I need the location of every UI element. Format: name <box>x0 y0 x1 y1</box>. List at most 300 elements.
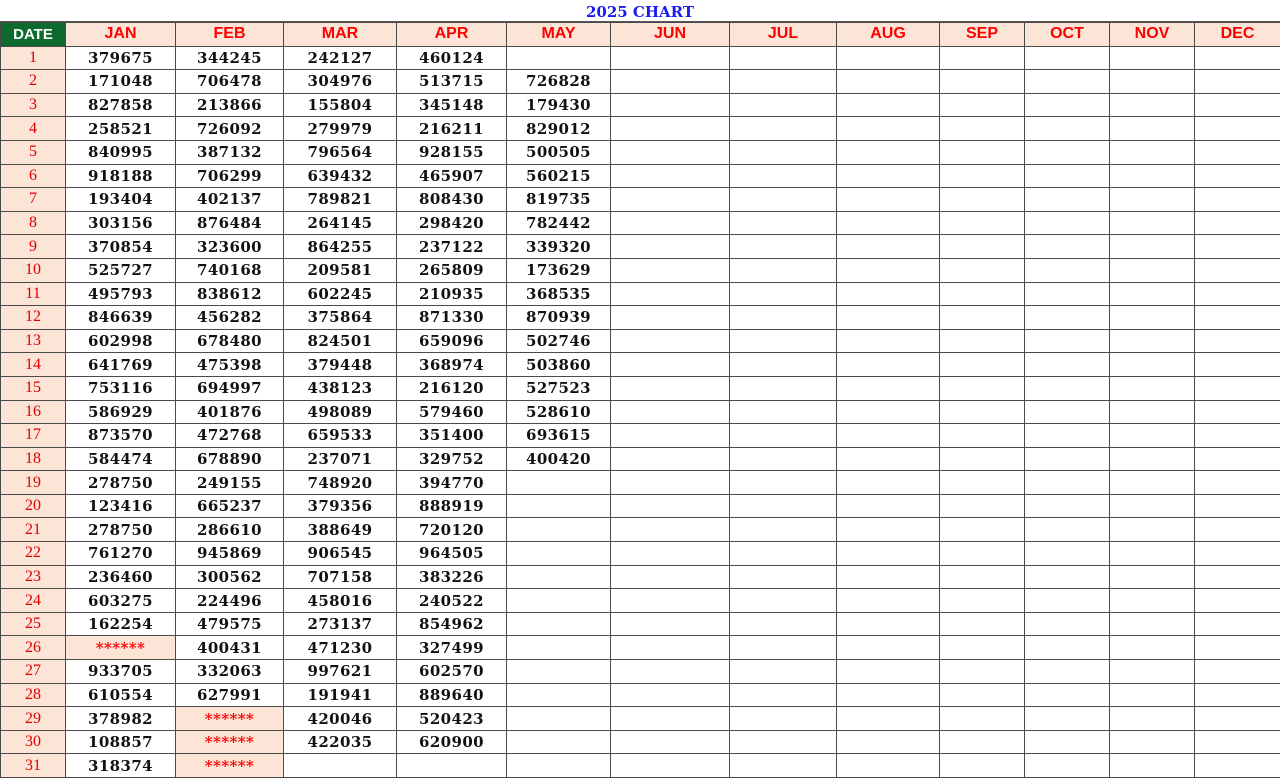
value-cell[interactable] <box>1110 70 1195 94</box>
value-cell[interactable]: 560215 <box>507 164 611 188</box>
value-cell[interactable] <box>837 329 940 353</box>
value-cell[interactable] <box>507 471 611 495</box>
value-cell[interactable]: 665237 <box>176 494 284 518</box>
value-cell[interactable]: 871330 <box>397 306 507 330</box>
value-cell[interactable]: ****** <box>176 707 284 731</box>
value-cell[interactable] <box>611 46 730 70</box>
value-cell[interactable]: 224496 <box>176 589 284 613</box>
value-cell[interactable] <box>1195 235 1280 259</box>
value-cell[interactable] <box>1025 636 1110 660</box>
value-cell[interactable] <box>1195 140 1280 164</box>
month-header-jul[interactable]: JUL <box>730 23 837 47</box>
value-cell[interactable]: 318374 <box>66 754 176 778</box>
date-cell[interactable]: 4 <box>1 117 66 141</box>
value-cell[interactable] <box>940 329 1025 353</box>
value-cell[interactable] <box>730 306 837 330</box>
value-cell[interactable]: 827858 <box>66 93 176 117</box>
value-cell[interactable] <box>730 353 837 377</box>
value-cell[interactable] <box>1110 683 1195 707</box>
value-cell[interactable] <box>940 447 1025 471</box>
value-cell[interactable] <box>730 707 837 731</box>
value-cell[interactable] <box>730 282 837 306</box>
value-cell[interactable]: 603275 <box>66 589 176 613</box>
value-cell[interactable]: 191941 <box>284 683 397 707</box>
value-cell[interactable]: 402137 <box>176 188 284 212</box>
value-cell[interactable]: 740168 <box>176 258 284 282</box>
value-cell[interactable] <box>940 258 1025 282</box>
value-cell[interactable]: 240522 <box>397 589 507 613</box>
value-cell[interactable]: 933705 <box>66 660 176 684</box>
value-cell[interactable] <box>837 660 940 684</box>
value-cell[interactable]: 610554 <box>66 683 176 707</box>
value-cell[interactable] <box>730 188 837 212</box>
value-cell[interactable] <box>1025 424 1110 448</box>
value-cell[interactable] <box>1025 518 1110 542</box>
value-cell[interactable]: 997621 <box>284 660 397 684</box>
value-cell[interactable] <box>730 235 837 259</box>
value-cell[interactable]: 888919 <box>397 494 507 518</box>
value-cell[interactable] <box>611 400 730 424</box>
value-cell[interactable]: 327499 <box>397 636 507 660</box>
value-cell[interactable] <box>1195 70 1280 94</box>
value-cell[interactable] <box>837 211 940 235</box>
value-cell[interactable] <box>1110 140 1195 164</box>
value-cell[interactable]: ****** <box>176 754 284 778</box>
value-cell[interactable] <box>940 589 1025 613</box>
value-cell[interactable]: 379675 <box>66 46 176 70</box>
value-cell[interactable]: 495793 <box>66 282 176 306</box>
date-cell[interactable]: 30 <box>1 730 66 754</box>
value-cell[interactable] <box>1195 471 1280 495</box>
value-cell[interactable]: 236460 <box>66 565 176 589</box>
value-cell[interactable]: 513715 <box>397 70 507 94</box>
date-cell[interactable]: 31 <box>1 754 66 778</box>
value-cell[interactable] <box>837 235 940 259</box>
value-cell[interactable]: 179430 <box>507 93 611 117</box>
value-cell[interactable] <box>940 93 1025 117</box>
value-cell[interactable] <box>940 235 1025 259</box>
value-cell[interactable] <box>837 447 940 471</box>
value-cell[interactable]: 216120 <box>397 376 507 400</box>
value-cell[interactable] <box>730 93 837 117</box>
value-cell[interactable] <box>1110 353 1195 377</box>
value-cell[interactable] <box>1025 660 1110 684</box>
value-cell[interactable] <box>1195 353 1280 377</box>
value-cell[interactable]: 249155 <box>176 471 284 495</box>
value-cell[interactable] <box>397 754 507 778</box>
value-cell[interactable] <box>1025 235 1110 259</box>
month-header-feb[interactable]: FEB <box>176 23 284 47</box>
value-cell[interactable]: 171048 <box>66 70 176 94</box>
value-cell[interactable]: 300562 <box>176 565 284 589</box>
value-cell[interactable]: 304976 <box>284 70 397 94</box>
value-cell[interactable] <box>611 306 730 330</box>
value-cell[interactable] <box>1025 306 1110 330</box>
value-cell[interactable] <box>611 117 730 141</box>
value-cell[interactable] <box>1195 565 1280 589</box>
value-cell[interactable] <box>730 471 837 495</box>
value-cell[interactable]: 602570 <box>397 660 507 684</box>
month-header-jan[interactable]: JAN <box>66 23 176 47</box>
value-cell[interactable]: 706478 <box>176 70 284 94</box>
value-cell[interactable] <box>730 117 837 141</box>
value-cell[interactable]: 693615 <box>507 424 611 448</box>
value-cell[interactable] <box>837 400 940 424</box>
value-cell[interactable] <box>1110 282 1195 306</box>
value-cell[interactable] <box>730 258 837 282</box>
date-cell[interactable]: 6 <box>1 164 66 188</box>
value-cell[interactable] <box>837 376 940 400</box>
value-cell[interactable] <box>1025 164 1110 188</box>
value-cell[interactable] <box>611 754 730 778</box>
value-cell[interactable] <box>940 518 1025 542</box>
value-cell[interactable] <box>940 660 1025 684</box>
value-cell[interactable]: 265809 <box>397 258 507 282</box>
value-cell[interactable] <box>837 424 940 448</box>
value-cell[interactable] <box>837 518 940 542</box>
value-cell[interactable] <box>730 376 837 400</box>
value-cell[interactable] <box>940 542 1025 566</box>
value-cell[interactable]: 502746 <box>507 329 611 353</box>
value-cell[interactable]: 298420 <box>397 211 507 235</box>
value-cell[interactable] <box>1195 376 1280 400</box>
value-cell[interactable]: 678890 <box>176 447 284 471</box>
value-cell[interactable] <box>1025 542 1110 566</box>
value-cell[interactable] <box>1025 754 1110 778</box>
value-cell[interactable]: 351400 <box>397 424 507 448</box>
value-cell[interactable] <box>1110 636 1195 660</box>
value-cell[interactable] <box>611 164 730 188</box>
value-cell[interactable] <box>611 447 730 471</box>
value-cell[interactable] <box>1195 211 1280 235</box>
value-cell[interactable] <box>1195 518 1280 542</box>
value-cell[interactable] <box>940 282 1025 306</box>
value-cell[interactable]: 379448 <box>284 353 397 377</box>
value-cell[interactable] <box>940 70 1025 94</box>
value-cell[interactable]: 602245 <box>284 282 397 306</box>
value-cell[interactable] <box>611 376 730 400</box>
value-cell[interactable] <box>507 660 611 684</box>
value-cell[interactable] <box>730 565 837 589</box>
value-cell[interactable] <box>730 400 837 424</box>
value-cell[interactable] <box>507 683 611 707</box>
value-cell[interactable] <box>837 707 940 731</box>
value-cell[interactable] <box>611 730 730 754</box>
value-cell[interactable] <box>730 518 837 542</box>
value-cell[interactable] <box>940 306 1025 330</box>
value-cell[interactable] <box>1110 707 1195 731</box>
value-cell[interactable] <box>611 494 730 518</box>
value-cell[interactable] <box>940 164 1025 188</box>
value-cell[interactable] <box>837 282 940 306</box>
value-cell[interactable] <box>1195 660 1280 684</box>
value-cell[interactable]: 726092 <box>176 117 284 141</box>
value-cell[interactable]: 527523 <box>507 376 611 400</box>
value-cell[interactable] <box>1195 447 1280 471</box>
value-cell[interactable] <box>1195 46 1280 70</box>
value-cell[interactable] <box>837 589 940 613</box>
value-cell[interactable] <box>1110 164 1195 188</box>
value-cell[interactable]: 819735 <box>507 188 611 212</box>
value-cell[interactable] <box>940 211 1025 235</box>
value-cell[interactable] <box>730 683 837 707</box>
value-cell[interactable] <box>730 730 837 754</box>
value-cell[interactable] <box>1195 400 1280 424</box>
value-cell[interactable] <box>611 258 730 282</box>
value-cell[interactable] <box>1110 376 1195 400</box>
value-cell[interactable] <box>1195 589 1280 613</box>
value-cell[interactable]: 525727 <box>66 258 176 282</box>
value-cell[interactable] <box>837 117 940 141</box>
value-cell[interactable] <box>611 235 730 259</box>
date-cell[interactable]: 15 <box>1 376 66 400</box>
value-cell[interactable]: 258521 <box>66 117 176 141</box>
value-cell[interactable] <box>837 494 940 518</box>
value-cell[interactable] <box>611 683 730 707</box>
date-cell[interactable]: 19 <box>1 471 66 495</box>
value-cell[interactable]: 945869 <box>176 542 284 566</box>
value-cell[interactable] <box>1110 518 1195 542</box>
date-cell[interactable]: 21 <box>1 518 66 542</box>
value-cell[interactable] <box>611 565 730 589</box>
value-cell[interactable] <box>1195 258 1280 282</box>
value-cell[interactable] <box>1025 46 1110 70</box>
date-cell[interactable]: 20 <box>1 494 66 518</box>
value-cell[interactable]: 840995 <box>66 140 176 164</box>
value-cell[interactable] <box>1110 235 1195 259</box>
value-cell[interactable]: 479575 <box>176 612 284 636</box>
value-cell[interactable] <box>1195 93 1280 117</box>
value-cell[interactable] <box>1195 707 1280 731</box>
value-cell[interactable] <box>507 518 611 542</box>
value-cell[interactable]: 870939 <box>507 306 611 330</box>
date-cell[interactable]: 8 <box>1 211 66 235</box>
value-cell[interactable]: 323600 <box>176 235 284 259</box>
value-cell[interactable]: 500505 <box>507 140 611 164</box>
value-cell[interactable] <box>1110 542 1195 566</box>
value-cell[interactable] <box>1110 754 1195 778</box>
value-cell[interactable]: 753116 <box>66 376 176 400</box>
value-cell[interactable] <box>1195 329 1280 353</box>
value-cell[interactable]: 400431 <box>176 636 284 660</box>
value-cell[interactable]: 706299 <box>176 164 284 188</box>
date-cell[interactable]: 12 <box>1 306 66 330</box>
value-cell[interactable] <box>611 707 730 731</box>
value-cell[interactable] <box>837 754 940 778</box>
value-cell[interactable] <box>837 730 940 754</box>
value-cell[interactable]: 368535 <box>507 282 611 306</box>
value-cell[interactable] <box>730 70 837 94</box>
value-cell[interactable] <box>1195 117 1280 141</box>
value-cell[interactable] <box>611 93 730 117</box>
value-cell[interactable] <box>611 589 730 613</box>
value-cell[interactable]: 761270 <box>66 542 176 566</box>
value-cell[interactable]: 782442 <box>507 211 611 235</box>
value-cell[interactable]: 584474 <box>66 447 176 471</box>
value-cell[interactable] <box>1110 117 1195 141</box>
value-cell[interactable] <box>611 282 730 306</box>
date-cell[interactable]: 29 <box>1 707 66 731</box>
date-cell[interactable]: 9 <box>1 235 66 259</box>
value-cell[interactable] <box>1025 447 1110 471</box>
value-cell[interactable] <box>611 188 730 212</box>
value-cell[interactable]: 329752 <box>397 447 507 471</box>
date-cell[interactable]: 24 <box>1 589 66 613</box>
value-cell[interactable]: 520423 <box>397 707 507 731</box>
value-cell[interactable]: 375864 <box>284 306 397 330</box>
value-cell[interactable]: 720120 <box>397 518 507 542</box>
value-cell[interactable] <box>611 518 730 542</box>
date-cell[interactable]: 25 <box>1 612 66 636</box>
value-cell[interactable] <box>730 589 837 613</box>
value-cell[interactable] <box>1110 565 1195 589</box>
value-cell[interactable]: 332063 <box>176 660 284 684</box>
date-cell[interactable]: 26 <box>1 636 66 660</box>
value-cell[interactable] <box>507 46 611 70</box>
value-cell[interactable] <box>507 542 611 566</box>
value-cell[interactable]: 438123 <box>284 376 397 400</box>
value-cell[interactable]: 465907 <box>397 164 507 188</box>
value-cell[interactable] <box>837 542 940 566</box>
value-cell[interactable]: 854962 <box>397 612 507 636</box>
value-cell[interactable] <box>1195 542 1280 566</box>
value-cell[interactable] <box>837 306 940 330</box>
value-cell[interactable]: 173629 <box>507 258 611 282</box>
value-cell[interactable]: 694997 <box>176 376 284 400</box>
value-cell[interactable]: 400420 <box>507 447 611 471</box>
value-cell[interactable]: 498089 <box>284 400 397 424</box>
value-cell[interactable] <box>1195 754 1280 778</box>
value-cell[interactable]: 456282 <box>176 306 284 330</box>
value-cell[interactable] <box>611 660 730 684</box>
value-cell[interactable] <box>507 589 611 613</box>
value-cell[interactable]: 108857 <box>66 730 176 754</box>
value-cell[interactable] <box>1110 188 1195 212</box>
value-cell[interactable]: 162254 <box>66 612 176 636</box>
value-cell[interactable]: 278750 <box>66 471 176 495</box>
month-header-dec[interactable]: DEC <box>1195 23 1280 47</box>
value-cell[interactable]: 789821 <box>284 188 397 212</box>
value-cell[interactable]: 627991 <box>176 683 284 707</box>
value-cell[interactable] <box>1025 329 1110 353</box>
value-cell[interactable] <box>1110 329 1195 353</box>
value-cell[interactable]: 368974 <box>397 353 507 377</box>
value-cell[interactable] <box>730 46 837 70</box>
value-cell[interactable] <box>1025 400 1110 424</box>
value-cell[interactable] <box>730 329 837 353</box>
value-cell[interactable] <box>611 612 730 636</box>
value-cell[interactable]: 889640 <box>397 683 507 707</box>
value-cell[interactable] <box>837 636 940 660</box>
month-header-jun[interactable]: JUN <box>611 23 730 47</box>
value-cell[interactable]: 278750 <box>66 518 176 542</box>
date-cell[interactable]: 23 <box>1 565 66 589</box>
value-cell[interactable] <box>940 117 1025 141</box>
date-cell[interactable]: 1 <box>1 46 66 70</box>
value-cell[interactable] <box>940 471 1025 495</box>
value-cell[interactable] <box>507 754 611 778</box>
value-cell[interactable] <box>940 188 1025 212</box>
value-cell[interactable] <box>730 211 837 235</box>
value-cell[interactable] <box>730 660 837 684</box>
value-cell[interactable]: 472768 <box>176 424 284 448</box>
value-cell[interactable] <box>837 683 940 707</box>
value-cell[interactable]: 579460 <box>397 400 507 424</box>
date-cell[interactable]: 3 <box>1 93 66 117</box>
value-cell[interactable] <box>837 612 940 636</box>
value-cell[interactable] <box>837 471 940 495</box>
month-header-sep[interactable]: SEP <box>940 23 1025 47</box>
value-cell[interactable] <box>837 188 940 212</box>
value-cell[interactable] <box>940 376 1025 400</box>
value-cell[interactable]: 460124 <box>397 46 507 70</box>
value-cell[interactable]: 210935 <box>397 282 507 306</box>
value-cell[interactable] <box>730 164 837 188</box>
value-cell[interactable] <box>1110 258 1195 282</box>
value-cell[interactable] <box>1025 471 1110 495</box>
value-cell[interactable] <box>837 353 940 377</box>
month-header-aug[interactable]: AUG <box>837 23 940 47</box>
date-cell[interactable]: 13 <box>1 329 66 353</box>
value-cell[interactable]: 808430 <box>397 188 507 212</box>
value-cell[interactable]: 264145 <box>284 211 397 235</box>
value-cell[interactable] <box>837 258 940 282</box>
value-cell[interactable] <box>1110 400 1195 424</box>
value-cell[interactable] <box>940 565 1025 589</box>
value-cell[interactable]: 394770 <box>397 471 507 495</box>
value-cell[interactable]: 586929 <box>66 400 176 424</box>
value-cell[interactable] <box>1110 660 1195 684</box>
value-cell[interactable] <box>611 353 730 377</box>
value-cell[interactable] <box>1025 730 1110 754</box>
value-cell[interactable] <box>1025 589 1110 613</box>
value-cell[interactable]: 964505 <box>397 542 507 566</box>
month-header-may[interactable]: MAY <box>507 23 611 47</box>
value-cell[interactable]: 216211 <box>397 117 507 141</box>
value-cell[interactable] <box>611 140 730 164</box>
value-cell[interactable] <box>837 46 940 70</box>
value-cell[interactable] <box>837 70 940 94</box>
value-cell[interactable]: 748920 <box>284 471 397 495</box>
date-cell[interactable]: 17 <box>1 424 66 448</box>
value-cell[interactable] <box>940 636 1025 660</box>
value-cell[interactable] <box>1025 70 1110 94</box>
date-column-header[interactable]: DATE <box>1 23 66 47</box>
value-cell[interactable] <box>1025 707 1110 731</box>
date-cell[interactable]: 10 <box>1 258 66 282</box>
value-cell[interactable]: 726828 <box>507 70 611 94</box>
value-cell[interactable]: 475398 <box>176 353 284 377</box>
value-cell[interactable]: 286610 <box>176 518 284 542</box>
value-cell[interactable]: 193404 <box>66 188 176 212</box>
value-cell[interactable] <box>940 730 1025 754</box>
value-cell[interactable] <box>1025 188 1110 212</box>
value-cell[interactable] <box>837 565 940 589</box>
value-cell[interactable]: 829012 <box>507 117 611 141</box>
value-cell[interactable] <box>1195 282 1280 306</box>
value-cell[interactable]: ****** <box>66 636 176 660</box>
value-cell[interactable] <box>611 329 730 353</box>
value-cell[interactable]: 370854 <box>66 235 176 259</box>
date-cell[interactable]: 2 <box>1 70 66 94</box>
value-cell[interactable]: 639432 <box>284 164 397 188</box>
date-cell[interactable]: 7 <box>1 188 66 212</box>
value-cell[interactable] <box>1195 612 1280 636</box>
value-cell[interactable]: 796564 <box>284 140 397 164</box>
value-cell[interactable]: 678480 <box>176 329 284 353</box>
value-cell[interactable]: 620900 <box>397 730 507 754</box>
value-cell[interactable]: 906545 <box>284 542 397 566</box>
